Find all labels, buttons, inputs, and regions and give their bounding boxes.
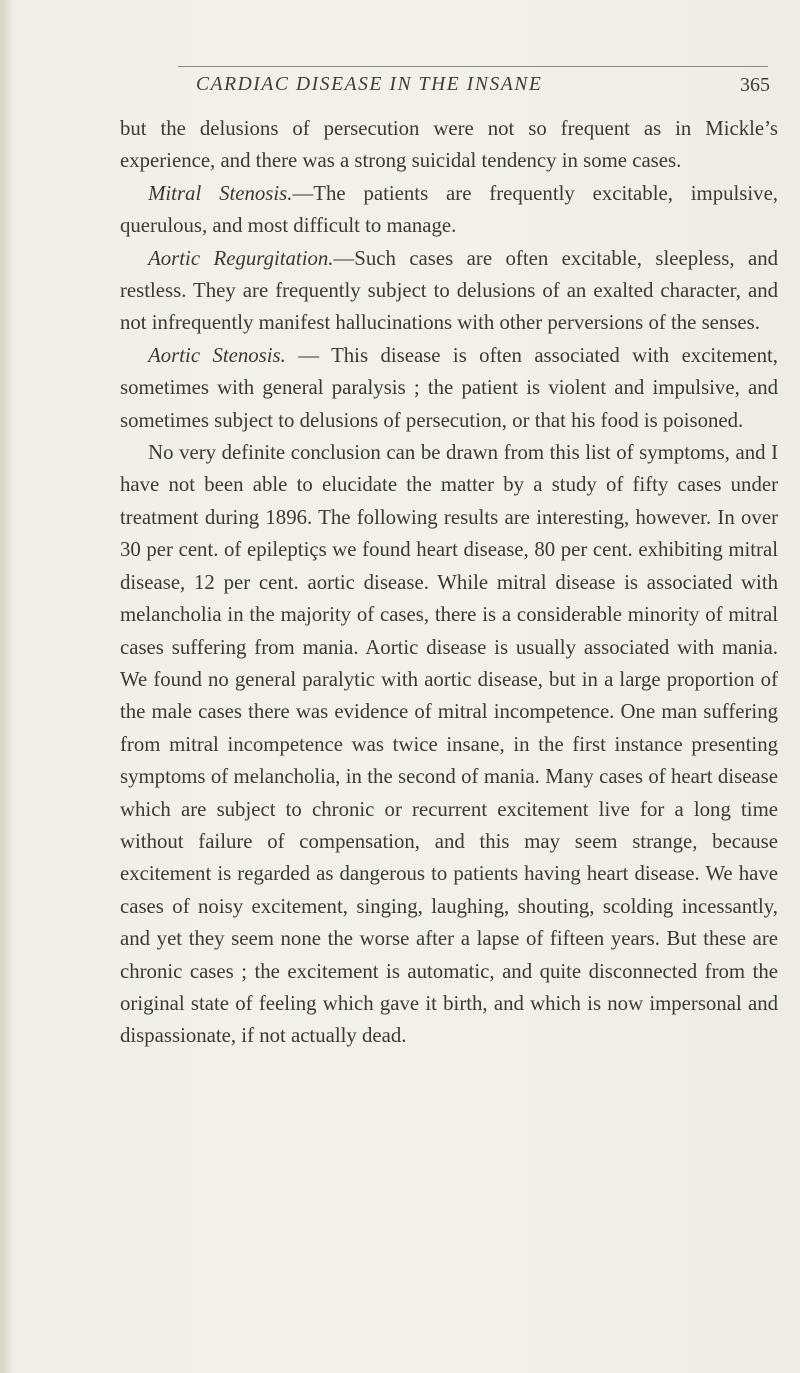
paragraph — [120, 340, 778, 437]
section-heading: Aortic Stenosis. — [148, 343, 286, 367]
paragraph — [120, 113, 778, 178]
paragraph-text: — This disease is often associated with excitement, sometimes with general paralysis ; the patient is violent and impulsive, and sometimes subject to delusions of persecution, or that his food is poisoned. — [120, 343, 778, 432]
paragraph-text: No very definite conclusion can be drawn from this list of symptoms, and I have not been able to elucidate the matter by a study of fifty cases under treatment during 1896. The following results are interesting, however. In over 30 per cent. of epileptiçs we found heart disease, 80 per cent. exhibiting mitral disease, 12 per cent. aortic disease. While mitral disease is associated with melancholia in the majority of cases, there is a considerable minority of mitral cases suffering from mania. Aortic disease is usually associated with mania. We found no general paralytic with aortic disease, but in a large proportion of the male cases there was evidence of mitral incompetence. One man suffering from mitral incompetence was twice insane, in the first instance presenting symptoms of melancholia, in the second of mania. Many cases of heart disease which are subject to chronic or recurrent excitement live for a long time without failure of compensation, and this may seem strange, because excitement is regarded as dangerous to patients having heart disease. We have cases of noisy excitement, singing, laughing, shouting, scolding incessantly, and yet they seem none the worse after a lapse of fifteen years. But these are chronic cases ; the excitement is automatic, and quite disconnected from the original state of feeling which gave it birth, and which is now impersonal and dispassionate, if not actually dead. — [120, 441, 778, 1048]
page-number: 365 — [740, 74, 770, 96]
binding-shadow — [0, 0, 14, 1373]
paragraph — [120, 178, 778, 243]
paragraph-text: —Such cases are often excitable, sleepless, and restless. They are frequently subject to delusions of an exalted character, and not infrequently manifest hallucinations with other perversions of the senses. — [120, 246, 778, 335]
section-heading: Aortic Regurgitation. — [148, 246, 334, 270]
paragraph-text: —The patients are frequently excitable, impulsive, querulous, and most difficult to manage. — [120, 181, 778, 238]
paragraph-text: but the delusions of persecution were not so frequent as in Mickle’s experience, and there was a strong suicidal tendency in some cases. — [120, 117, 778, 173]
paragraph — [120, 437, 778, 1053]
section-heading: Mitral Stenosis. — [148, 181, 293, 205]
running-title: CARDIAC DISEASE IN THE INSANE — [196, 74, 543, 95]
paragraph — [120, 243, 778, 340]
header-rule — [178, 66, 768, 67]
body-text — [120, 113, 778, 1053]
page-header — [120, 74, 770, 104]
